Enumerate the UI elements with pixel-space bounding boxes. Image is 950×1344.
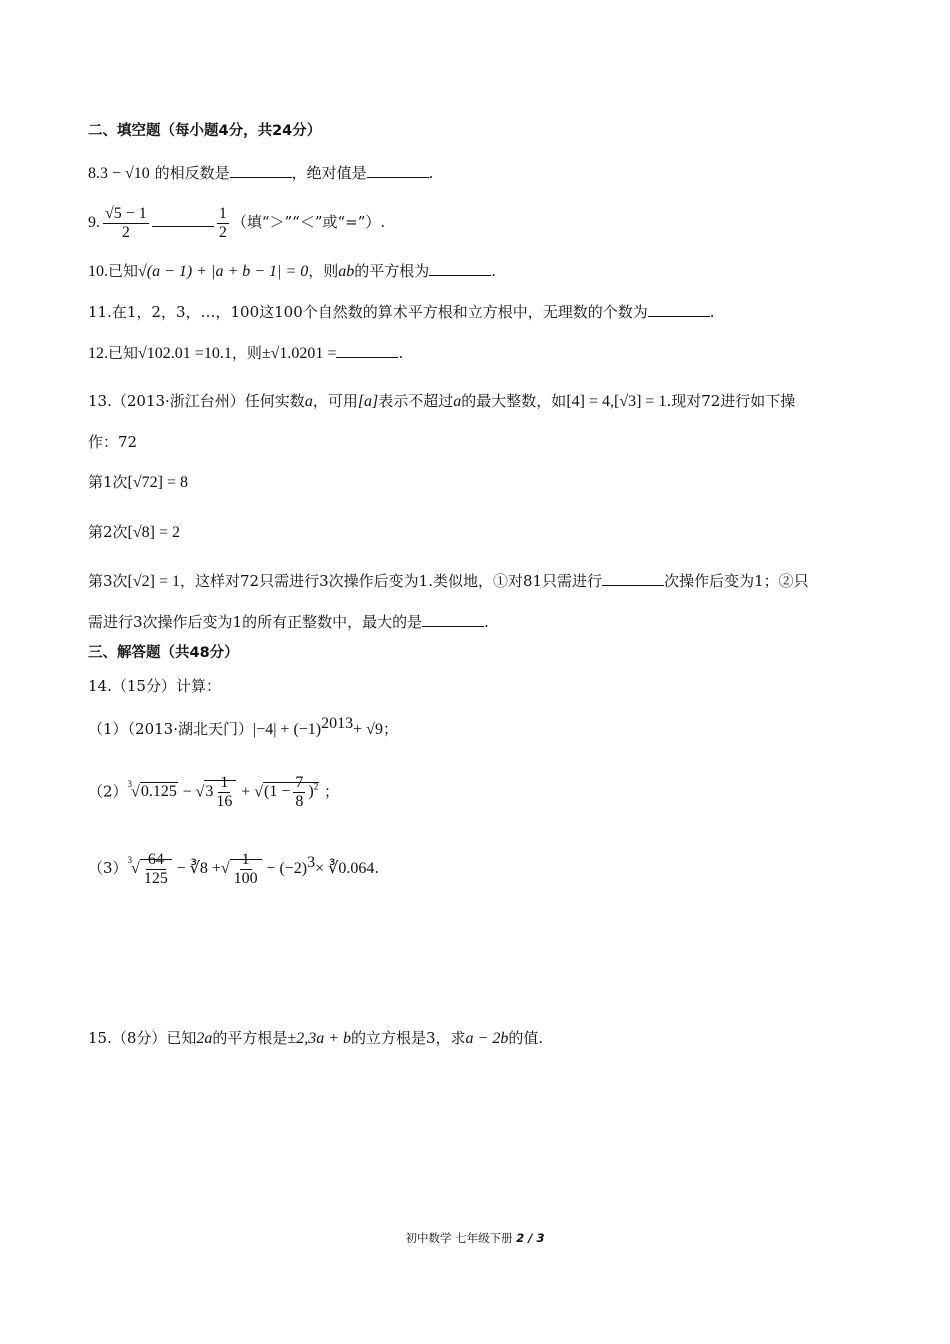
- answer-blank[interactable]: [648, 302, 710, 317]
- q14-part-2: $(2)^3√0.125 - √3$ $\frac{1}{16}$ + √(1 − $\frac{7}{8}$ )$^2$ ；: [88, 774, 339, 811]
- q10-pre: 已知: [108, 262, 139, 280]
- q11-end: .: [709, 303, 715, 321]
- q13-text: .现对72进行如下操: [666, 392, 796, 410]
- q8-text: 的相反数是: [154, 164, 230, 182]
- q12-number: 12.: [88, 345, 108, 362]
- q13-last-line: 需进行3次操作后变为1的所有正整数中，最大的是 .: [88, 613, 489, 631]
- q9-fraction-right: $\frac{1}{2}$: [218, 204, 227, 241]
- page-number: 2 / 3: [516, 1231, 545, 1245]
- question-13-line-2: 作：72: [88, 433, 138, 451]
- q10-variable: ab: [338, 263, 355, 280]
- q14-part-1: （1）（2013·湖北天门）$|-4| + (-1)^{2013}+ √9$；: [88, 715, 398, 738]
- q8-number: 8.: [88, 165, 100, 182]
- question-9: [88, 202, 385, 243]
- section-heading-solve: 三、解答题（共48分）: [88, 645, 239, 661]
- question-8: [88, 163, 433, 184]
- question-15: 15.（8分）已知2a的平方根是±2,3a + b的立方根是3，求a − 2b的值.: [88, 1029, 544, 1047]
- question-11: [88, 302, 715, 322]
- q8-end: .: [428, 164, 434, 182]
- q9-number: 9.: [88, 214, 100, 231]
- q12-expression-2: ±√1.0201 =: [261, 345, 337, 362]
- answer-blank[interactable]: [230, 163, 292, 178]
- question-13-line-1: [88, 391, 795, 412]
- q10-post: 的平方根为: [354, 262, 430, 280]
- q12-expression-1: √102.01 =10.1: [138, 345, 232, 362]
- section-heading-fill-blank: 二、填空题（每小题4分，共24分）: [88, 123, 322, 139]
- q10-number: 10.: [88, 263, 108, 280]
- answer-blank[interactable]: [336, 343, 398, 358]
- q13-text: 的最大整数，如: [461, 392, 567, 410]
- q11-text: 11.在1，2，3，…，100这100个自然数的算术平方根和立方根中，无理数的个数为: [88, 303, 648, 321]
- answer-blank[interactable]: [152, 212, 214, 227]
- q13-step-1: 第1次[√72] = 8: [88, 473, 189, 491]
- q12-end: .: [398, 344, 404, 362]
- q10-end: .: [491, 262, 497, 280]
- q13-text: 表示不超过: [378, 392, 454, 410]
- q13-variable: a: [304, 393, 313, 410]
- answer-blank[interactable]: [422, 612, 484, 627]
- footer-text: 初中数学 七年级下册: [405, 1231, 513, 1245]
- answer-blank[interactable]: [602, 571, 664, 586]
- q8-expression: 3 − √10: [100, 165, 150, 182]
- q10-mid: ，则: [308, 262, 339, 280]
- answer-blank[interactable]: [367, 163, 429, 178]
- q13-bracket-notation: [a]: [357, 393, 379, 410]
- question-12: [88, 343, 403, 364]
- q13-text: 13.（2013·浙江台州）任何实数: [88, 392, 305, 410]
- q12-pre: 已知: [108, 344, 139, 362]
- q14-part-3: $(3)^3√$ $\frac{64}{125}$ − ∛8 +√ $\frac{1}{100}$ − $(-2)^3\times$ ∛0.064.: [88, 850, 380, 887]
- q13-text: ，可用: [312, 392, 358, 410]
- page-footer: [0, 1230, 950, 1246]
- q13-step-2: 第2次[√8] = 2: [88, 523, 181, 541]
- q9-hint: （填“＞”“＜”或“=”）.: [231, 213, 386, 231]
- q8-text2: ，绝对值是: [291, 164, 367, 182]
- question-10: [88, 261, 496, 282]
- answer-blank[interactable]: [429, 261, 491, 276]
- q13-step-3: 第3次[√2] = 1，这样对72只需进行3次操作后变为1.类似地，①对81只需进行 次操作后变为1；②只: [88, 572, 809, 590]
- q12-mid: ，则: [231, 344, 262, 362]
- q9-fraction-left: $\frac{√5 - 1}{2}$: [105, 204, 147, 241]
- q10-expression: √(a − 1) + |a + b − 1| = 0: [138, 263, 309, 280]
- q13-variable: a: [453, 393, 462, 410]
- question-14-title: 14.（15分）计算：: [88, 677, 221, 695]
- q13-example: [4] = 4,[√3] = 1: [566, 393, 667, 410]
